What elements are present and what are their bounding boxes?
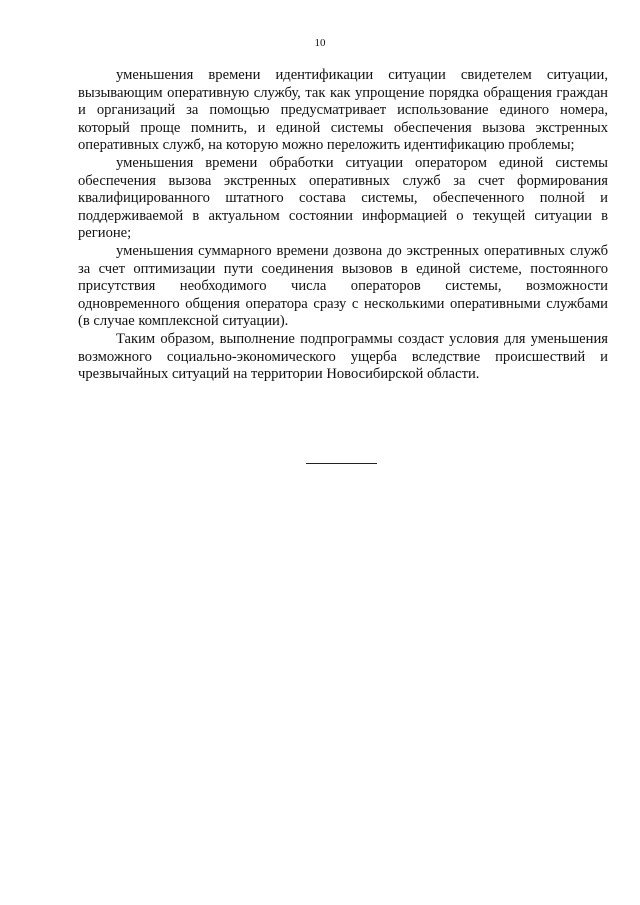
document-body [78, 67, 608, 384]
end-separator-line [306, 463, 377, 464]
paragraph-dialing-time: уменьшения суммарного времени дозвона до экстренных оперативных служб за счет оптимизации пути соединения вызовов в единой системе, постоянного присутствия необходимого числа операторов системы, возможности одновременного общения оператора сразу с несколькими оперативными службами (в случае комплексной ситуации). [78, 242, 608, 330]
paragraph-identification-time: уменьшения времени идентификации ситуации свидетелем ситуации, вызывающим оперативную службу, так как упрощение порядка обращения граждан и организаций за помощью предусматривает использование единого номера, который проще помнить, и единой системы обеспечения вызова экстренных оперативных служб, на которую можно переложить идентификацию проблемы; [78, 67, 608, 154]
page-number: 10 [314, 37, 326, 49]
paragraph-processing-time: уменьшения времени обработки ситуации оператором единой системы обеспечения вызова экстренных оперативных служб за счет формирования квалифицированного штатного состава системы, обеспеченного полной и поддерживаемой в актуальном состоянии информацией о текущей ситуации в регионе; [78, 154, 608, 242]
paragraph-conclusion: Таким образом, выполнение подпрограммы создаст условия для уменьшения возможного социально-экономического ущерба вследствие происшествий и чрезвычайных ситуаций на территории Новосибирской области. [78, 330, 608, 383]
